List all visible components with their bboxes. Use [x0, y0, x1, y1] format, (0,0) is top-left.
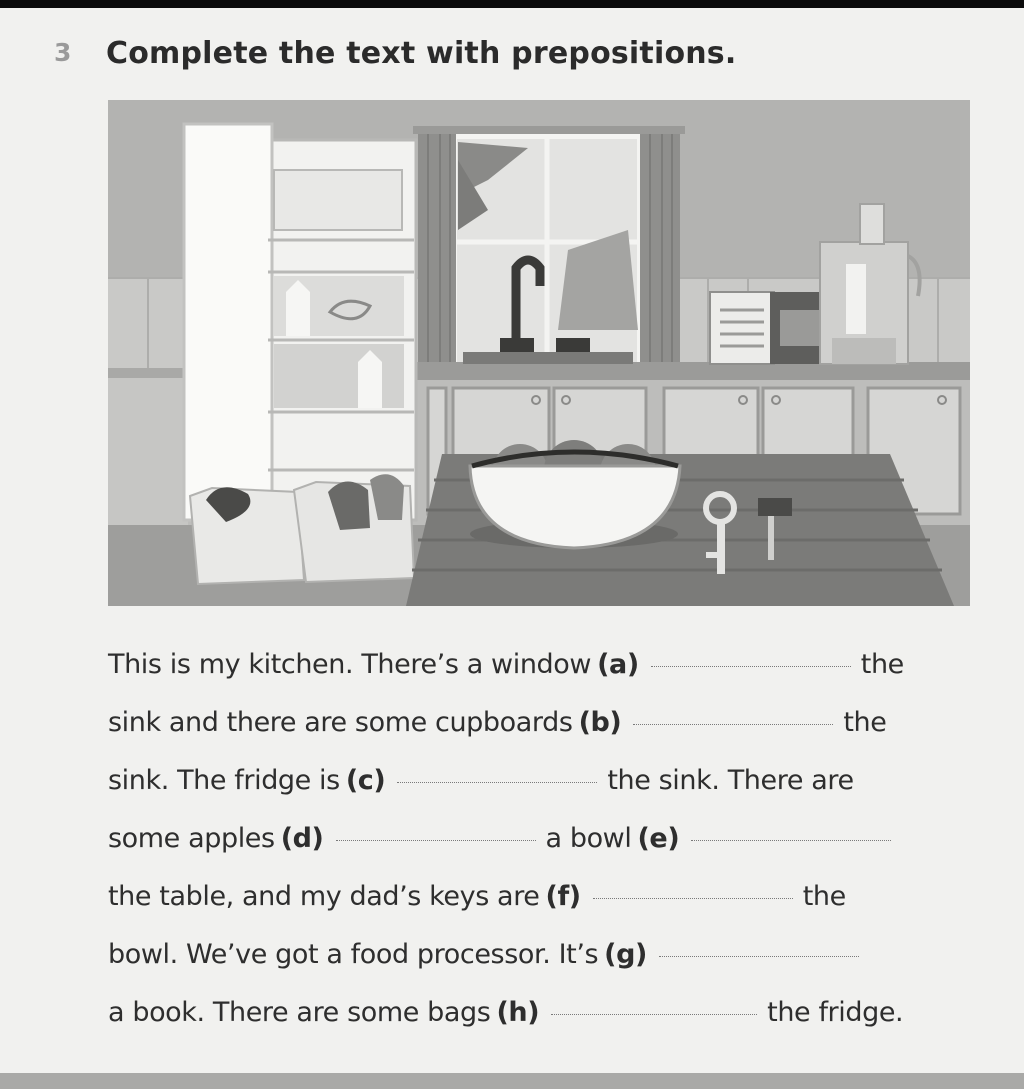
- gap-label-f: (f): [545, 881, 581, 912]
- exercise-text: [108, 636, 978, 1042]
- gap-label-c: (c): [345, 765, 386, 796]
- window-group: [413, 126, 685, 368]
- text-segment: sink and there are some cupboards: [108, 707, 573, 738]
- answer-blank-a[interactable]: [651, 666, 851, 667]
- kitchen-illustration: [108, 100, 970, 606]
- text-line: [108, 752, 978, 810]
- text-segment: the table, and my dad’s keys are: [108, 881, 540, 912]
- fridge-group: [184, 124, 416, 520]
- text-line: [108, 694, 978, 752]
- text-segment: a book. There are some bags: [108, 997, 491, 1028]
- text-line: [108, 984, 978, 1042]
- gap-label-d: (d): [280, 823, 324, 854]
- fruit-bowl-group: [470, 440, 680, 548]
- gap-label-g: (g): [604, 939, 647, 970]
- bottom-border: [0, 1073, 1024, 1089]
- answer-blank-h[interactable]: [551, 1014, 757, 1015]
- gap-label-h: (h): [496, 997, 540, 1028]
- answer-blank-e[interactable]: [691, 840, 891, 841]
- text-segment: the: [843, 707, 887, 738]
- exercise-title: Complete the text with prepositions.: [106, 36, 737, 71]
- text-line: [108, 926, 978, 984]
- text-segment: This is my kitchen. There’s a window: [108, 649, 592, 680]
- text-segment: sink. The fridge is: [108, 765, 340, 796]
- gap-label-b: (b): [578, 707, 622, 738]
- text-segment: the sink. There are: [607, 765, 854, 796]
- top-border: [0, 0, 1024, 8]
- gap-label-a: (a): [597, 649, 639, 680]
- text-segment: some apples: [108, 823, 275, 854]
- text-segment: the: [802, 881, 846, 912]
- answer-blank-g[interactable]: [659, 956, 859, 957]
- text-line: [108, 810, 978, 868]
- text-line: [108, 868, 978, 926]
- book-group: [710, 292, 834, 364]
- answer-blank-d[interactable]: [336, 840, 536, 841]
- text-segment: the fridge.: [767, 997, 904, 1028]
- bags-group: [190, 474, 414, 584]
- text-segment: the: [860, 649, 904, 680]
- text-segment: bowl. We’ve got a food processor. It’s: [108, 939, 599, 970]
- exercise-number: 3: [54, 38, 72, 67]
- answer-blank-b[interactable]: [633, 724, 833, 725]
- answer-blank-f[interactable]: [593, 898, 793, 899]
- answer-blank-c[interactable]: [397, 782, 597, 783]
- text-line: [108, 636, 978, 694]
- text-segment: a bowl: [545, 823, 632, 854]
- gap-label-e: (e): [637, 823, 680, 854]
